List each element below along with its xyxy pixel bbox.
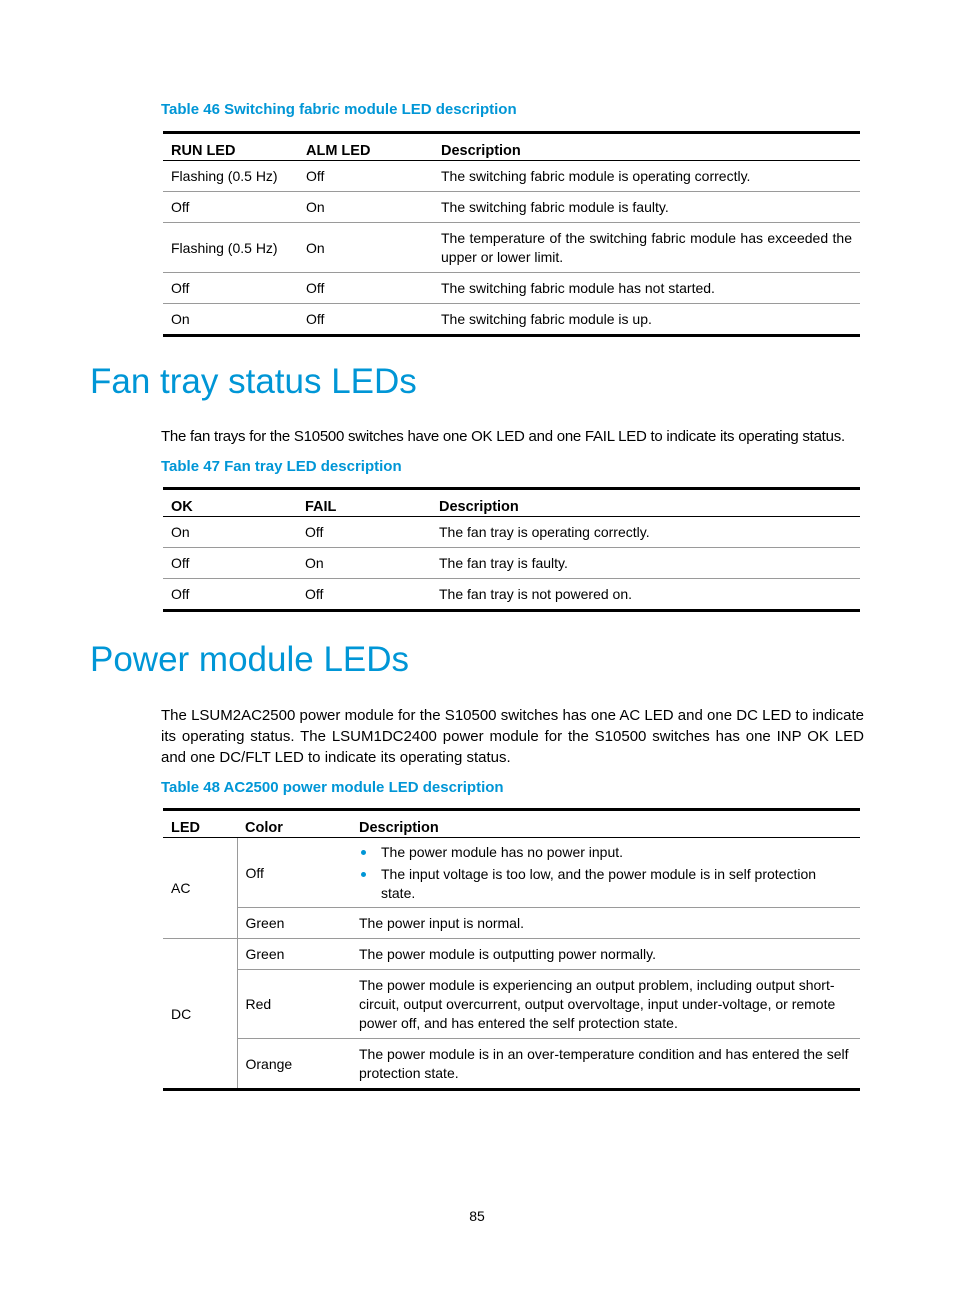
table-cell: Orange	[237, 1039, 351, 1090]
table46-header-alm-led: ALM LED	[298, 133, 433, 161]
table-cell: Green	[237, 939, 351, 970]
table46-header-row	[163, 133, 860, 161]
page-number: 85	[469, 1208, 485, 1224]
table-cell: The power module is outputting power normally.	[351, 939, 860, 970]
list-item-text: The input voltage is too low, and the power module is in self protection state.	[381, 866, 817, 901]
table46-caption: Table 46 Switching fabric module LED description	[161, 101, 517, 118]
power-module-heading: Power module LEDs	[90, 640, 410, 679]
table-row	[163, 970, 860, 1039]
table-cell	[351, 838, 860, 908]
table-cell: On	[298, 192, 433, 223]
table48-header-led: LED	[163, 810, 237, 838]
table-cell: On	[297, 548, 431, 579]
table-row	[163, 304, 860, 336]
table-cell-led-dc: DC	[171, 1005, 192, 1022]
table48-header-description: Description	[351, 810, 860, 838]
table-cell: Off	[305, 586, 324, 602]
table-cell: On	[163, 517, 297, 548]
table-row	[163, 579, 860, 611]
table-cell: On	[171, 311, 190, 327]
table46-header-description: Description	[433, 133, 860, 161]
table47-header-row	[163, 489, 860, 517]
table47-header-description: Description	[431, 489, 860, 517]
fan-tray-heading: Fan tray status LEDs	[90, 362, 417, 401]
table-cell: Red	[237, 970, 351, 1039]
table-row	[163, 838, 860, 908]
bullet-list	[359, 843, 852, 903]
table-row	[163, 273, 860, 304]
table48	[163, 808, 860, 1091]
table46-header-run-led: RUN LED	[163, 133, 298, 161]
table-cell: Green	[237, 908, 351, 939]
table-cell: Flashing (0.5 Hz)	[163, 161, 298, 192]
table48-header-color: Color	[237, 810, 351, 838]
table-row	[163, 548, 860, 579]
table-cell: The switching fabric module is up.	[441, 311, 652, 327]
table-cell: The fan tray is operating correctly.	[431, 517, 860, 548]
table-cell: The temperature of the switching fabric module has exceeded the upper or lower limit.	[433, 223, 860, 273]
fan-tray-paragraph: The fan trays for the S10500 switches have one OK LED and one FAIL LED to indicate its operating status.	[161, 428, 845, 445]
table-cell: Off	[163, 192, 298, 223]
table-cell: The switching fabric module is operating correctly.	[433, 161, 860, 192]
bullet-icon	[361, 872, 366, 877]
table-cell: Flashing (0.5 Hz)	[163, 223, 298, 273]
table-row	[163, 939, 860, 970]
table-cell: The power input is normal.	[351, 908, 860, 939]
table-cell-led-ac: AC	[163, 838, 237, 939]
bullet-icon	[361, 850, 366, 855]
table-cell: Off	[163, 548, 297, 579]
table47-header-ok: OK	[163, 489, 297, 517]
table-cell: The switching fabric module has not started.	[433, 273, 860, 304]
table-row	[163, 1039, 860, 1090]
table47-caption: Table 47 Fan tray LED description	[161, 458, 402, 475]
power-module-paragraph: The LSUM2AC2500 power module for the S10500 switches has one AC LED and one DC LED to indicate its operating status. The LSUM1DC2400 power module for the S10500 switches has one INP OK LED and one DC/FLT LED to indicate its operating status.	[161, 707, 864, 766]
table-cell: Off	[297, 517, 431, 548]
table-cell: Off	[163, 273, 298, 304]
table-cell: The fan tray is faulty.	[431, 548, 860, 579]
table47-header-fail: FAIL	[297, 489, 431, 517]
table-cell: The power module is experiencing an output problem, including output short-circuit, output overcurrent, output overvoltage, input under-voltage, or remote power off, and has entered the self protection state.	[351, 970, 860, 1039]
table-cell: Off	[306, 311, 325, 327]
table-cell: Off	[298, 161, 433, 192]
table48-caption: Table 48 AC2500 power module LED description	[161, 779, 504, 796]
list-item-text: The power module has no power input.	[381, 844, 624, 860]
table46	[163, 131, 860, 337]
list-item	[359, 843, 852, 862]
table-cell: Off	[298, 273, 433, 304]
table-row	[163, 517, 860, 548]
table48-header-row	[163, 810, 860, 838]
table47	[163, 487, 860, 612]
table-row	[163, 192, 860, 223]
table-cell: Off	[171, 586, 190, 602]
table-cell: The fan tray is not powered on.	[439, 586, 632, 602]
list-item	[359, 865, 852, 903]
table-row	[163, 908, 860, 939]
table-cell: The power module is in an over-temperature condition and has entered the self protection state.	[359, 1046, 849, 1081]
table-cell: Off	[237, 838, 351, 908]
table-row	[163, 161, 860, 192]
table-row	[163, 223, 860, 273]
table-cell: The switching fabric module is faulty.	[433, 192, 860, 223]
table-cell: On	[298, 223, 433, 273]
